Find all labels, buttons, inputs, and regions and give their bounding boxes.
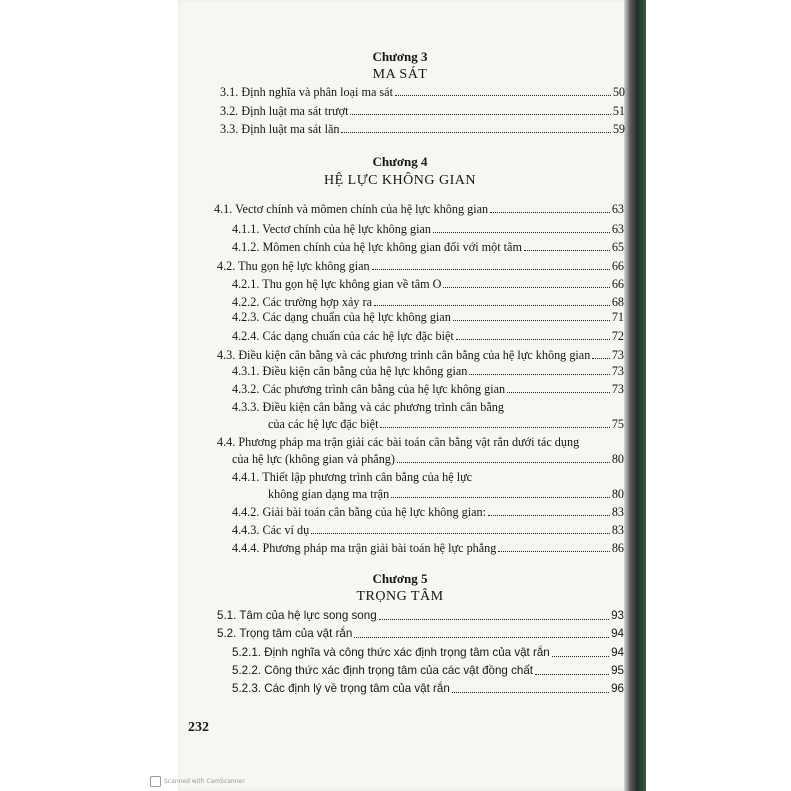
dot-leader	[391, 497, 610, 498]
dot-leader	[507, 392, 610, 393]
dot-leader	[397, 462, 610, 463]
dot-leader	[453, 320, 610, 321]
toc-entry-page: 51	[612, 104, 625, 118]
toc-entry-4-4-line1[interactable]: 4.4. Phương pháp ma trận giải các bài toán cân bằng vật rắn dưới tác dụng	[217, 435, 580, 449]
toc-entry-label: 5.2. Trọng tâm của vật rắn	[217, 627, 353, 640]
chapter-4-heading: Chương 4	[372, 154, 428, 169]
chapter-5-heading: Chương 5	[372, 571, 428, 586]
toc-entry-continuation: của hệ lực (không gian và phẳng)	[232, 452, 395, 466]
toc-entry-page: 66	[611, 277, 624, 291]
toc-entry-4-3-3-line1[interactable]: 4.3.3. Điều kiện cân bằng và các phương trình cân bằng	[232, 400, 504, 414]
toc-entry-4-1-1[interactable]	[232, 222, 624, 236]
toc-entry-label: 5.2.2. Công thức xác định trọng tâm của các vật đồng chất	[232, 664, 534, 677]
dot-leader	[443, 287, 609, 288]
dot-leader	[354, 637, 609, 638]
toc-entry-label: 5.2.3. Các định lý về trọng tâm của vật rắn	[232, 682, 450, 695]
watermark-text: Scanned with CamScanner	[164, 778, 245, 785]
dot-leader	[552, 656, 609, 657]
toc-entry-4-2-1[interactable]	[232, 277, 624, 291]
dot-leader	[374, 305, 610, 306]
toc-entry-3-3[interactable]	[220, 122, 625, 136]
toc-entry-page: 63	[611, 222, 624, 236]
toc-entry-4-2[interactable]	[217, 259, 624, 273]
camscanner-watermark	[150, 776, 245, 787]
camscanner-logo-icon	[150, 776, 161, 787]
toc-entry-3-2[interactable]	[220, 104, 625, 118]
toc-entry-page: 63	[611, 202, 624, 216]
toc-entry-page: 94	[611, 627, 624, 640]
chapter-3-title: MA SÁT	[372, 67, 428, 82]
dot-leader	[592, 358, 610, 359]
toc-entry-page: 73	[611, 382, 624, 396]
toc-entry-page: 83	[611, 523, 624, 537]
toc-entry-label: 4.1.2. Mômen chính của hệ lực không gian đối với một tâm	[232, 240, 522, 254]
toc-entry-label: 3.2. Định luật ma sát trượt	[220, 104, 349, 118]
toc-entry-4-4[interactable]	[232, 452, 624, 466]
toc-entry-3-1[interactable]	[220, 85, 625, 99]
dot-leader	[380, 427, 609, 428]
toc-entry-4-2-3[interactable]	[232, 310, 624, 324]
toc-entry-4-3[interactable]	[217, 348, 624, 362]
dot-leader	[535, 674, 609, 675]
toc-entry-page: 71	[611, 310, 624, 324]
toc-entry-label: 4.2.2. Các trường hợp xảy ra	[232, 295, 372, 309]
toc-entry-page: 95	[611, 664, 624, 677]
chapter-4-title: HỆ LỰC KHÔNG GIAN	[324, 173, 476, 188]
toc-entry-4-1-2[interactable]	[232, 240, 624, 254]
dot-leader	[469, 374, 609, 375]
toc-entry-page: 83	[611, 505, 624, 519]
dot-leader	[524, 250, 610, 251]
toc-entry-page: 93	[611, 609, 624, 622]
chapter-5-title: TRỌNG TÂM	[356, 589, 444, 604]
toc-entry-page: 80	[611, 487, 624, 501]
toc-entry-label: 5.2.1. Định nghĩa và công thức xác định trọng tâm của vật rắn	[232, 646, 550, 659]
toc-entry-label: 4.1. Vectơ chính và mômen chính của hệ lực không gian	[214, 202, 489, 216]
toc-entry-4-3-1[interactable]	[232, 364, 624, 378]
toc-entry-label: 4.1.1. Vectơ chính của hệ lực không gian	[232, 222, 431, 236]
toc-entry-5-2-1[interactable]	[232, 646, 624, 660]
toc-entry-label: 3.1. Định nghĩa và phân loại ma sát	[220, 85, 393, 99]
toc-entry-page: 68	[611, 295, 624, 309]
dot-leader	[372, 269, 610, 270]
toc-entry-page: 66	[611, 259, 624, 273]
toc-entry-label: 3.3. Định luật ma sát lăn	[220, 122, 340, 136]
toc-entry-4-4-4[interactable]	[232, 541, 624, 555]
toc-entry-label: 4.2.3. Các dạng chuẩn của hệ lực không gian	[232, 310, 451, 324]
dot-leader	[395, 95, 611, 96]
toc-entry-label: 4.4.2. Giải bài toán cân bằng của hệ lực không gian:	[232, 505, 487, 519]
dot-leader	[490, 212, 610, 213]
toc-entry-page: 72	[611, 329, 624, 343]
toc-entry-label: 4.2.1. Thu gọn hệ lực không gian về tâm O	[232, 277, 442, 291]
toc-entry-4-2-2[interactable]	[232, 295, 624, 309]
toc-entry-page: 59	[612, 122, 625, 136]
toc-entry-continuation: của các hệ lực đặc biệt	[268, 417, 379, 431]
toc-entry-page: 86	[611, 541, 624, 555]
toc-entry-4-4-1-line1[interactable]: 4.4.1. Thiết lập phương trình cân bằng của hệ lực	[232, 470, 473, 484]
toc-entry-label: 4.2. Thu gọn hệ lực không gian	[217, 259, 370, 273]
toc-entry-label: 5.1. Tâm của hệ lực song song	[217, 609, 377, 622]
toc-entry-page: 80	[611, 452, 624, 466]
dot-leader	[350, 114, 610, 115]
toc-entry-label: 4.4.4. Phương pháp ma trận giải bài toán hệ lực phẳng	[232, 541, 497, 555]
toc-entry-label: 4.3.2. Các phương trình cân bằng của hệ lực không gian	[232, 382, 506, 396]
toc-entry-5-2-2[interactable]	[232, 664, 624, 678]
dot-leader	[488, 515, 610, 516]
toc-entry-5-1[interactable]	[217, 609, 624, 623]
toc-entry-label: 4.2.4. Các dạng chuẩn của các hệ lực đặc biệt	[232, 329, 454, 343]
dot-leader	[452, 692, 609, 693]
dot-leader	[456, 339, 610, 340]
toc-entry-5-2-3[interactable]	[232, 682, 624, 696]
toc-entry-5-2[interactable]	[217, 627, 624, 641]
toc-entry-4-2-4[interactable]	[232, 329, 624, 343]
dot-leader	[311, 533, 610, 534]
toc-entry-4-1[interactable]	[214, 202, 624, 216]
toc-entry-page: 96	[611, 682, 624, 695]
toc-entry-4-3-3[interactable]	[268, 417, 624, 431]
toc-entry-4-4-1[interactable]	[268, 487, 624, 501]
toc-entry-page: 73	[611, 364, 624, 378]
toc-entry-4-4-3[interactable]	[232, 523, 624, 537]
chapter-3-heading: Chương 3	[372, 49, 428, 64]
toc-entry-page: 65	[611, 240, 624, 254]
toc-entry-4-4-2[interactable]	[232, 505, 624, 519]
dot-leader	[341, 132, 610, 133]
toc-entry-page: 50	[612, 85, 625, 99]
toc-entry-page: 94	[611, 646, 624, 659]
dot-leader	[498, 551, 609, 552]
toc-entry-label: 4.3.1. Điều kiện cân bằng của hệ lực không gian	[232, 364, 468, 378]
toc-entry-continuation: không gian dạng ma trận	[268, 487, 390, 501]
page-number: 232	[188, 720, 209, 735]
dot-leader	[433, 232, 610, 233]
dot-leader	[379, 619, 609, 620]
toc-entry-label: 4.3. Điều kiện cân bằng và các phương trình cân bằng của hệ lực không gian	[217, 348, 591, 362]
toc-entry-4-3-2[interactable]	[232, 382, 624, 396]
toc-entry-page: 75	[611, 417, 624, 431]
toc-entry-label: 4.4.3. Các ví dụ	[232, 523, 310, 537]
toc-entry-page: 73	[611, 348, 624, 362]
